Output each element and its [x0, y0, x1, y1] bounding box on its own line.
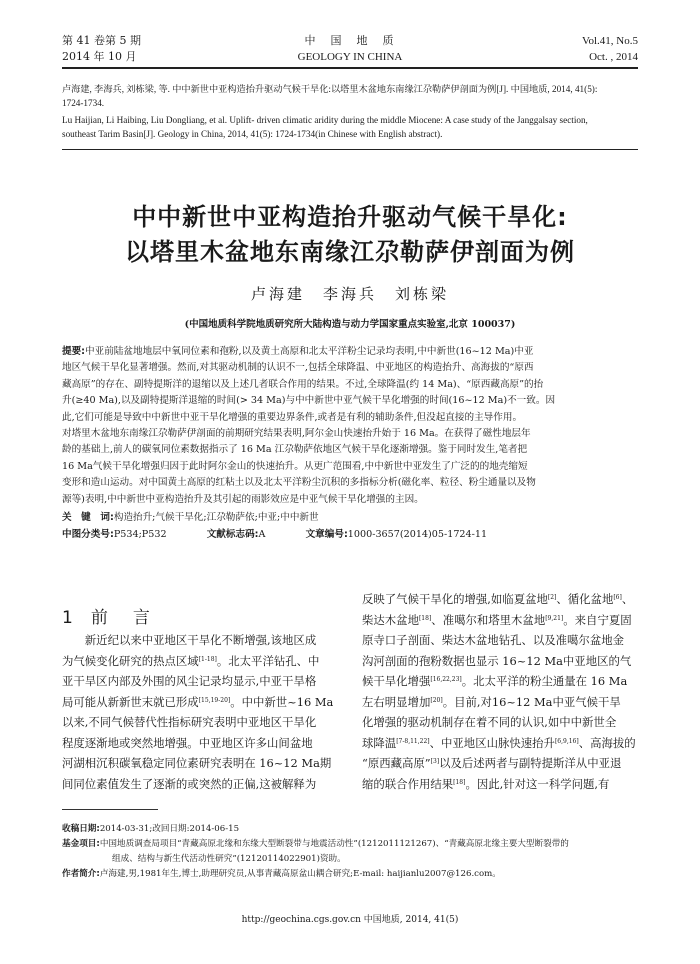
author-bio-text: 卢海建,男,1981年生,博士,助理研究员,从事青藏高原盆山耦合研究;E-mail: haijianlu2007@126.com。: [99, 869, 501, 879]
abstract-line: 龄的基础上,前人的碳氧同位素数据指示了 16 Ma 江尕勒萨依地区气候干旱化逐渐增强。鉴于同时发生,笔者把: [62, 444, 528, 456]
citation-cn-line2: 1724-1734.: [62, 98, 105, 108]
volume-issue-cn: 第 41 卷第 5 期: [62, 34, 141, 47]
citation-en-line2: southeast Tarim Basin[J]. Geology in China, 2014, 41(5): 1724-1734(in Chinese with English abstract).: [62, 129, 443, 139]
fund-label: 基金项目:: [62, 839, 100, 849]
body-line: 反映了气候干旱化的增强,如临夏盆地[2]、循化盆地[6]、: [362, 592, 634, 606]
received-dates: 2014-03-31;改回日期:2014-06-15: [99, 824, 240, 834]
doc-code-label: 文献标志码:: [206, 529, 259, 540]
article-number-value: 1000-3657(2014)05-1724-11: [347, 529, 488, 540]
abstract-line: 藏高原”的存在、副特提斯洋的退缩以及上述几者联合作用的结果。不过,全球降温(约 14 Ma)、“原西藏高原”的抬: [62, 378, 544, 390]
body-line: 左右明显增加[20]。目前,对16~12 Ma中亚气候干旱: [362, 694, 621, 709]
body-line: 缩的联合作用结果[18]。因此,针对这一科学问题,有: [362, 776, 610, 791]
right-column: [362, 589, 638, 794]
body-line: 候干旱化增强[16,22,23]。北太平洋的粉尘通量在 16 Ma: [362, 674, 628, 688]
date-cn: 2014 年 10 月: [62, 50, 137, 63]
keywords-text: 构造抬升;气候干旱化;江尕勒萨依;中亚;中中新世: [113, 512, 319, 523]
journal-name-cn: 中 国 地 质: [304, 34, 396, 47]
abstract-line: 中亚前陆盆地地层中氧同位素和孢粉,以及黄土高原和北太平洋粉尘记录均表明,中中新世(16~12 Ma)中亚: [85, 346, 534, 357]
title-line1: 中中新世中亚构造抬升驱动气候干旱化:: [132, 203, 568, 231]
abstract-label: 提要:: [62, 346, 86, 357]
body-line: 新近纪以来中亚地区干旱化不断增强,该地区成: [62, 633, 317, 647]
paper-title: [62, 200, 638, 270]
body-line: 沟河剖面的孢粉数据也显示 16~12 Ma中亚地区的气: [362, 653, 632, 668]
received-label: 收稿日期:: [62, 824, 100, 834]
body-line: “原西藏高原”[3]以及后述两者与副特提斯洋从中亚退: [362, 756, 622, 770]
abstract-line: 升(≥40 Ma),以及副特提斯洋退缩的时间(> 34 Ma)与中中新世中亚气候干旱化增强的时间(16~12 Ma)不一致。因: [62, 395, 556, 407]
citation-en-line1: Lu Haijian, Li Haibing, Liu Dongliang, et al. Uplift- driven climatic aridity during the middle Miocene: A case study of the Janggalsay section,: [62, 115, 588, 125]
journal-name-en: GEOLOGY IN CHINA: [297, 51, 403, 63]
fund-line1: 中国地质调查局项目“青藏高原北缘和东缘大型断裂带与地震活动性”(1212011121267)、“青藏高原北缘主要大型断裂带的: [99, 839, 569, 849]
title-line2: 以塔里木盆地东南缘江尕勒萨伊剖面为例: [125, 238, 575, 266]
left-column: [62, 630, 338, 794]
body-line: 原寺口子剖面、柴达木盆地钻孔、以及准噶尔盆地金: [362, 633, 624, 647]
body-line: 以来,不同气候替代性指标研究表明中亚地区干旱化: [62, 715, 317, 729]
citation-cn-line1: 卢海建, 李海兵, 刘栋梁, 等. 中中新世中亚构造抬升驱动气候干旱化:以塔里木盆地东南缘江尕勒萨伊剖面为例[J]. 中国地质, 2014, 41(5):: [62, 84, 598, 94]
body-line: 化增强的驱动机制存在着不同的认识,如中中新世全: [362, 715, 617, 729]
classification-line: [62, 527, 638, 543]
body-line: 河湖相沉积碳氧稳定同位素研究表明在 16~12 Ma期: [62, 756, 332, 770]
footnotes: [62, 822, 638, 882]
article-number-label: 文章编号:: [305, 529, 348, 540]
citation-rule: [62, 149, 638, 150]
body-line: 间同位素值发生了逐渐的或突然的正偏,这被解释为: [62, 776, 317, 791]
author-list: 卢海建 李海兵 刘栋梁: [250, 285, 449, 303]
fund-line2: 组成、结构与新生代活动性研究”(12120114022901)资助。: [112, 854, 346, 864]
date-en: Oct. , 2014: [589, 51, 638, 63]
abstract-line: 16 Ma气候干旱化增强归因于此时阿尔金山的快速抬升。从更广范围看,中中新世中亚发生了广泛的的地壳缩短: [62, 460, 528, 472]
clc-label: 中图分类号:: [62, 529, 114, 540]
author-bio-label: 作者简介:: [62, 869, 100, 879]
body-line: 局可能从新新世末就已形成[15,19-20]。中中新世~16 Ma: [62, 694, 334, 709]
body-line: 柴达木盆地[18]、准噶尔和塔里木盆地[9,21]。来自宁夏固: [362, 612, 632, 627]
abstract-line: 源等)表明,中中新世中亚构造抬升及其引起的雨影效应是中亚气候干旱化增强的主因。: [62, 493, 424, 505]
affiliation: (中国地质科学院地质研究所大陆构造与动力学国家重点实验室,北京 100037): [184, 319, 516, 330]
section-title: 前 言: [90, 608, 154, 628]
abstract-line: 此,它们可能是导致中中新世中亚干旱化增强的重要边界条件,或者是有利的辅助条件,但没起直接的主导作用。: [62, 411, 523, 423]
citation-block: [62, 82, 638, 141]
keywords-label: 关 键 词:: [62, 512, 114, 523]
abstract-line: 地区气候干旱化显著增强。然而,对其驱动机制的认识不一,包括全球降温、中亚地区的构造抬升、高海拔的“原西: [62, 362, 534, 374]
body-line: 球降温[7-8,11,22]、中亚地区山脉快速抬升[6,9,16]、高海拔的: [362, 735, 636, 750]
abstract: [62, 344, 638, 508]
keywords: [62, 510, 638, 526]
body-line: 为气候变化研究的热点区域[1-18]。北太平洋钻孔、中: [62, 653, 320, 668]
abstract-line: 对塔里木盆地东南缘江尕勒萨伊剖面的前期研究结果表明,阿尔金山快速抬升始于 16 Ma。在获得了磁性地层年: [62, 428, 531, 440]
clc-value: P534;P532: [113, 529, 167, 540]
section-heading: [62, 603, 154, 628]
body-line: 程度逐渐地或突然地增强。中亚地区许多山间盆地: [62, 735, 313, 750]
header-rule: [62, 67, 638, 69]
section-number: 1: [62, 608, 77, 628]
footnote-rule: [62, 809, 158, 810]
abstract-line: 变形和造山运动。对中国黄土高原的红粘土以及北太平洋粉尘沉积的多指标分析(磁化率、粒径、粉尘通量以及物: [62, 477, 536, 489]
body-line: 亚干旱区内部及外围的风尘记录均显示,中亚干旱格: [62, 674, 317, 688]
page-footer: http://geochina.cgs.gov.cn 中国地质, 2014, 41(5): [241, 915, 459, 925]
volume-issue-en: Vol.41, No.5: [581, 35, 638, 47]
doc-code-value: A: [258, 529, 266, 540]
